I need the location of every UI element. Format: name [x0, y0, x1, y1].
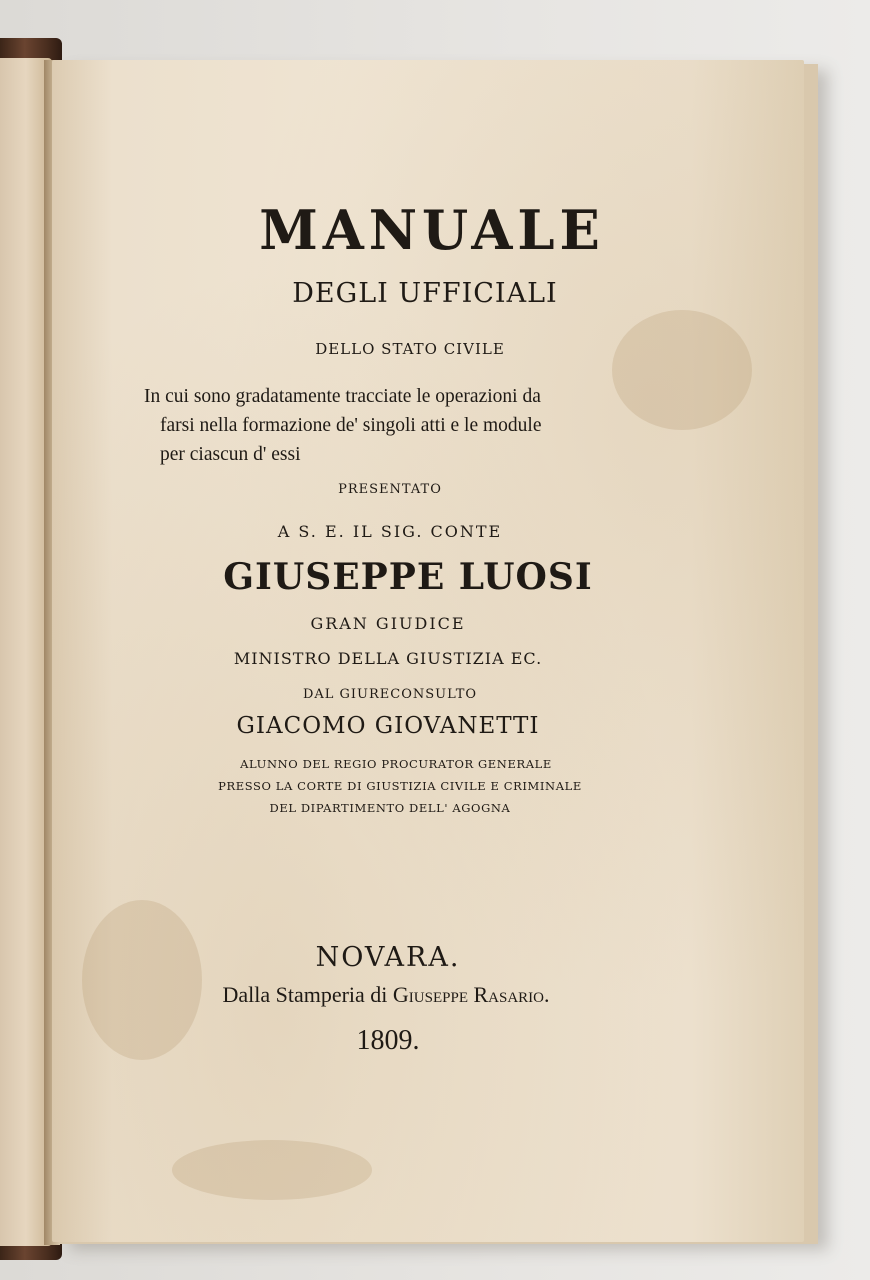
presentato-label: PRESENTATO — [338, 482, 442, 497]
title-page — [52, 60, 804, 1242]
printer-name: Giuseppe Rasario. — [392, 982, 550, 1007]
author-role-line: PRESSO LA CORTE DI GIUSTIZIA CIVILE E CRIMINALE — [218, 779, 582, 793]
imprint-year: 1809. — [356, 1025, 420, 1056]
printer-prefix: Dalla Stamperia di — [222, 982, 388, 1007]
description-line: In cui sono gradatamente tracciate le operazioni da — [144, 386, 541, 407]
description-paragraph — [144, 382, 644, 469]
book-subtitle-2: DELLO STATO CIVILE — [315, 340, 505, 358]
description-line: farsi nella formazione de' singoli atti e le module — [160, 415, 542, 436]
book-title: MANUALE — [259, 198, 605, 262]
dedicatee-title-2: MINISTRO DELLA GIUSTIZIA EC. — [233, 649, 543, 668]
author-name: GIACOMO GIOVANETTI — [236, 713, 540, 739]
dedicatee-prefix: A S. E. IL SIG. CONTE — [277, 522, 503, 541]
imprint-place: NOVARA. — [315, 942, 461, 973]
imprint-printer — [10, 982, 762, 1008]
book-subtitle-1: DEGLI UFFICIALI — [292, 278, 558, 309]
dedicatee-title-1: GRAN GIUDICE — [310, 614, 466, 633]
author-role-line: ALUNNO DEL REGIO PROCURATOR GENERALE — [240, 757, 552, 771]
author-prefix: DAL GIURECONSULTO — [302, 687, 478, 702]
paper-stain — [172, 1140, 372, 1200]
author-role-line: DEL DIPARTIMENTO DELL' AGOGNA — [269, 801, 511, 815]
description-line: per ciascun d' essi — [160, 444, 301, 465]
dedicatee-name: GIUSEPPE LUOSI — [223, 556, 593, 598]
